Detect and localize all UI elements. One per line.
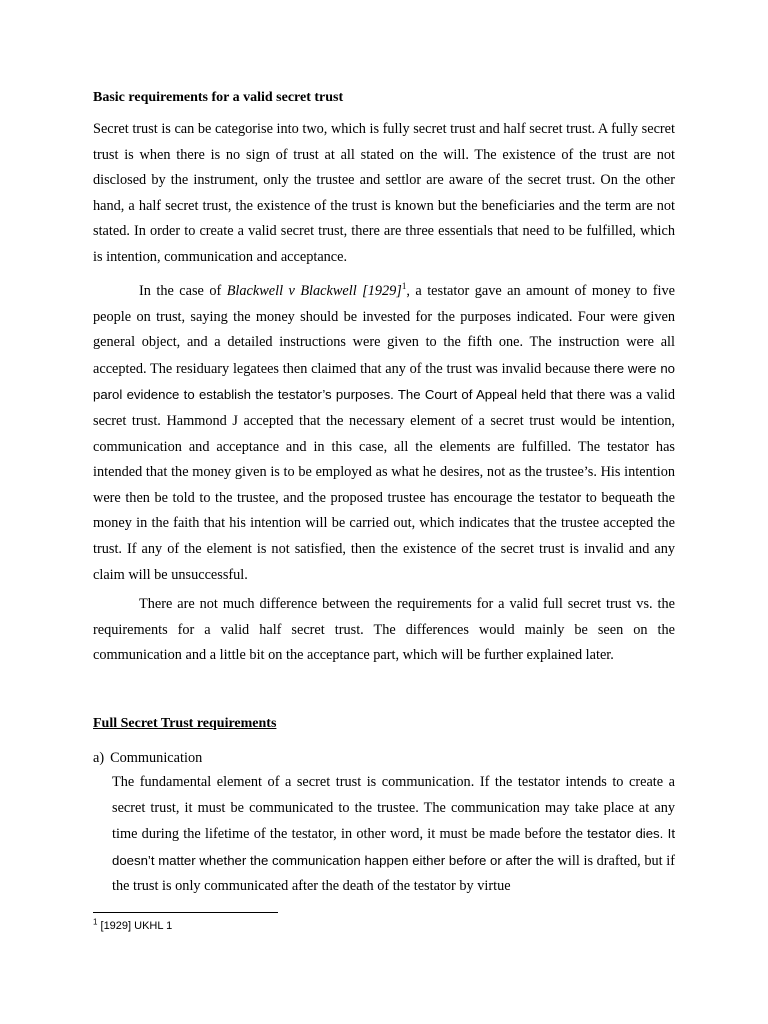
footnote-text: [1929] UKHL 1 xyxy=(97,920,173,932)
paragraph-communication-text-calibri: testator dies. It doesn’t matter whether the communication happen either before or after the xyxy=(112,826,675,868)
paragraph-blackwell-case xyxy=(93,279,675,588)
footnote xyxy=(93,919,172,933)
footnote-separator xyxy=(93,912,278,913)
section-heading-basic-requirements: Basic requirements for a valid secret trust xyxy=(93,90,344,105)
list-marker: a) xyxy=(93,750,105,766)
paragraph-intro-text: Secret trust is can be categorise into two, which is fully secret trust and half secret trust. A fully secret trust is when there is no sign of trust at all stated on the will. The existence of the trust are not disclosed by the instrument, only the trustee and settlor are aware of the secret trust. On the other hand, a half secret trust, the existence of the trust is known but the beneficiaries and the term are not stated. In order to create a valid secret trust, there are three essentials that need to be fulfilled, which is intention, communication and acceptance. xyxy=(93,121,675,265)
paragraph-differences xyxy=(93,592,675,669)
paragraph-differences-text: There are not much difference between the requirements for a valid full secret trust vs. the requirements for a valid half secret trust. The differences would mainly be seen on the communication and a little bit on the acceptance part, which will be further explained later. xyxy=(93,596,675,664)
list-item-communication xyxy=(93,749,202,767)
paragraph-communication xyxy=(112,770,675,900)
footnote-mark: 1 xyxy=(93,917,98,927)
case-citation: Blackwell v Blackwell [1929] xyxy=(226,283,402,299)
paragraph-blackwell-text-a: , a testator gave an amount of money to five people on trust, saying the money should be invested for the purposes indicated. Four were given general object, and a detailed instructions were given to the fifth one. The instruction were all accepted. The residuary legatees then claimed that any of the trust was invalid because xyxy=(93,283,675,377)
paragraph-communication-text-a: The fundamental element of a secret trust is communication. If the testator intends to create a secret trust, it must be communicated to the trustee. The communication may take place at any time during the lifetime of the testator, in other word, it must be made before the xyxy=(112,774,675,843)
paragraph-blackwell-text-b: there was a valid secret trust. Hammond J accepted that the necessary element of a secret trust would be intention, communication and acceptance and in this case, all the elements are fulfilled. The testator has intended that the money given is to be employed as what he desires, not as the trustee’s. His intention were then be told to the trustee, and the proposed trustee has encourage the testator to bequeath the money in the faith that his intention will be carried out, which indicates that the trustee accepted the trust. If any of the element is not satisfied, then the existence of the secret trust is invalid and any claim will be unsuccessful. xyxy=(93,387,675,583)
paragraph-blackwell-text-calibri: there were no parol evidence to establish the testator’s purposes. The Court of Appeal held that xyxy=(93,360,675,403)
list-item-label: Communication xyxy=(110,750,203,766)
footnote-reference: 1 xyxy=(401,281,407,292)
paragraph-blackwell-lead: In the case of xyxy=(139,283,227,299)
section-heading-full-secret-trust: Full Secret Trust requirements xyxy=(93,716,277,731)
paragraph-intro xyxy=(93,117,675,271)
paragraph-communication-text-b: will is drafted, but if the trust is only communicated after the death of the testator by virtue xyxy=(112,852,675,895)
